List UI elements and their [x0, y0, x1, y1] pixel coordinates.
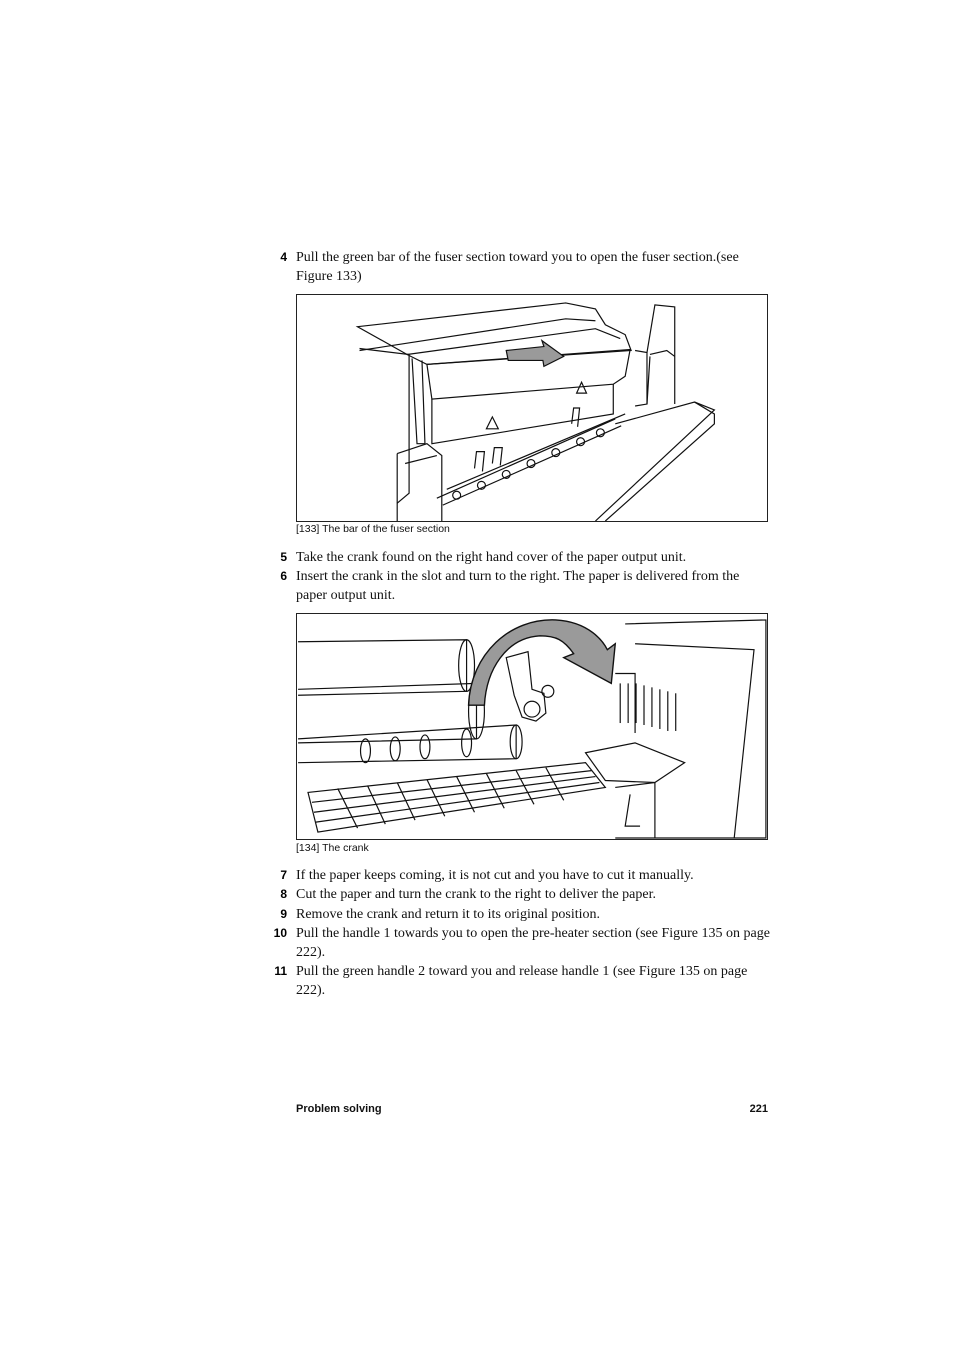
figure-caption-133: [133] The bar of the fuser section	[296, 523, 450, 535]
figure-crank	[296, 613, 768, 840]
step-number: 10	[273, 926, 287, 940]
step-number: 7	[280, 868, 287, 882]
step-text: Pull the handle 1 towards you to open the pre-heater section (see Figure 135 on page 222).	[296, 926, 770, 960]
step-number: 11	[274, 964, 287, 978]
step-text: If the paper keeps coming, it is not cut and you have to cut it manually.	[296, 868, 694, 883]
step-text: Cut the paper and turn the crank to the right to deliver the paper.	[296, 887, 656, 902]
footer-section-title: Problem solving	[296, 1103, 382, 1115]
page-number: 221	[749, 1103, 768, 1115]
step-number: 8	[280, 887, 287, 901]
figure-fuser-bar	[296, 294, 768, 522]
step-number: 5	[280, 550, 287, 564]
pull-arrow-icon	[506, 341, 563, 367]
step-text: Pull the green handle 2 toward you and release handle 1 (see Figure 135 on page 222).	[296, 964, 748, 998]
crank-illustration	[297, 614, 767, 839]
step-number: 9	[280, 907, 287, 921]
step-text: Take the crank found on the right hand cover of the paper output unit.	[296, 550, 687, 565]
step-number: 4	[280, 250, 287, 264]
step-number: 6	[280, 569, 287, 583]
step-text: Remove the crank and return it to its original position.	[296, 907, 601, 922]
step-text: Pull the green bar of the fuser section toward you to open the fuser section.(see Figure 133)	[296, 250, 739, 284]
fuser-section-illustration	[297, 295, 767, 521]
figure-caption-134: [134] The crank	[296, 842, 369, 854]
step-text: Insert the crank in the slot and turn to the right. The paper is delivered from the paper output unit.	[296, 569, 740, 603]
